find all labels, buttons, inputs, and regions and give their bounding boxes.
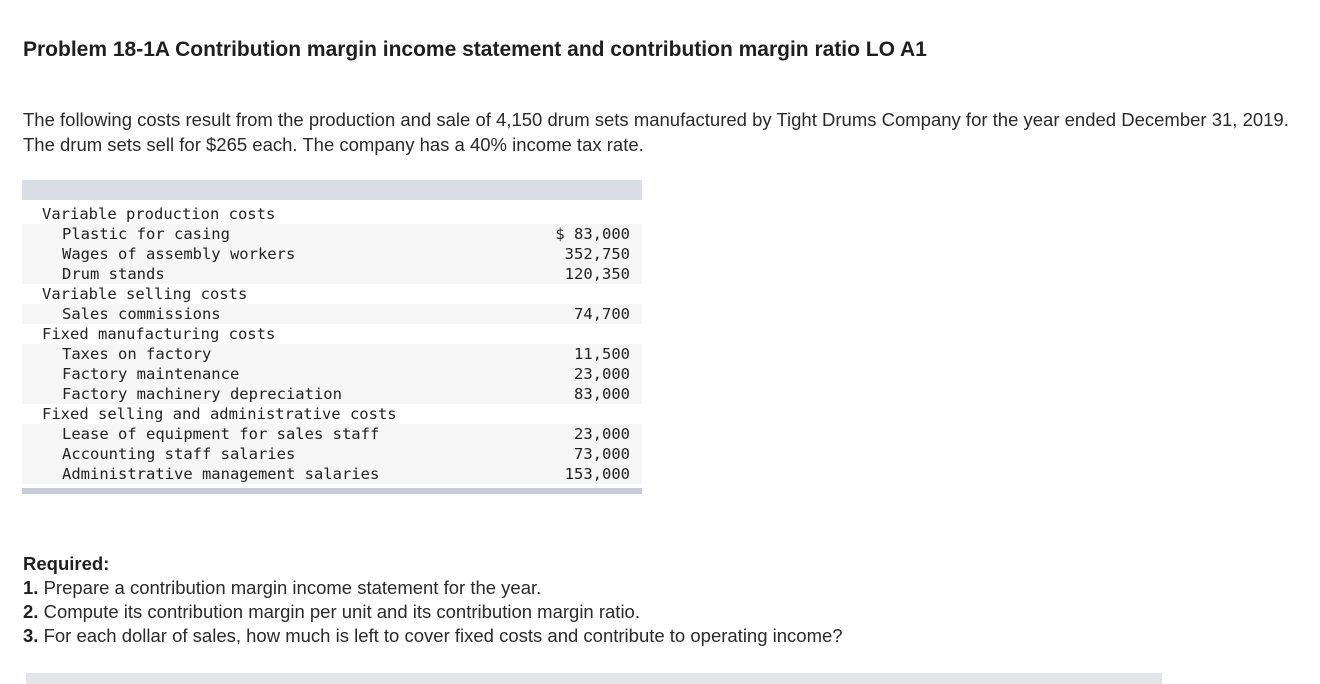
required-item-text: Compute its contribution margin per unit and its contribution margin ratio.	[43, 601, 640, 622]
cost-item-label: Plastic for casing	[22, 224, 534, 244]
cost-item-row	[22, 264, 642, 284]
cost-item-label: Lease of equipment for sales staff	[22, 424, 534, 444]
answer-panel-top-bar	[26, 673, 1162, 684]
cost-item-row	[22, 444, 642, 464]
required-item-text: Prepare a contribution margin income statement for the year.	[43, 577, 542, 598]
cost-item-row	[22, 364, 642, 384]
required-item-3	[23, 624, 843, 648]
cost-category-label: Variable selling costs	[42, 285, 248, 303]
cost-item-row	[22, 424, 642, 444]
cost-item-label: Drum stands	[22, 264, 534, 284]
cost-item-row	[22, 464, 642, 484]
cost-amount	[534, 324, 643, 344]
cost-table	[22, 180, 642, 494]
required-item-2	[23, 600, 843, 624]
cost-category-label: Variable production costs	[42, 205, 276, 223]
cost-amount: 352,750	[534, 244, 643, 264]
cost-item-row	[22, 224, 642, 244]
cost-amount: 83,000	[534, 384, 643, 404]
required-item-text: For each dollar of sales, how much is left to cover fixed costs and contribute to operating income?	[43, 625, 843, 646]
cost-amount	[534, 200, 643, 224]
cost-amount: 74,700	[534, 304, 643, 324]
cost-item-row	[22, 304, 642, 324]
cost-category-row	[22, 284, 642, 304]
cost-item-label: Taxes on factory	[22, 344, 534, 364]
problem-title: Problem 18-1A Contribution margin income statement and contribution margin ratio LO A1	[23, 38, 927, 61]
problem-intro: The following costs result from the production and sale of 4,150 drum sets manufactured by Tight Drums Company for the year ended December 31, 2019. The drum sets sell for $265 each. The company has a 40% income tax rate.	[23, 109, 1289, 155]
cost-amount: 23,000	[534, 424, 643, 444]
required-item-number: 1.	[23, 577, 39, 598]
cost-item-label: Accounting staff salaries	[22, 444, 534, 464]
cost-amount	[534, 404, 643, 424]
cost-amount: 23,000	[534, 364, 643, 384]
cost-item-label: Factory machinery depreciation	[22, 384, 534, 404]
cost-amount	[534, 284, 643, 304]
cost-amount: 11,500	[534, 344, 643, 364]
cost-category-row	[22, 200, 642, 224]
cost-amount: 153,000	[534, 464, 643, 484]
cost-item-label: Sales commissions	[22, 304, 534, 324]
cost-item-row	[22, 244, 642, 264]
cost-item-row	[22, 384, 642, 404]
cost-item-label: Administrative management salaries	[22, 464, 534, 484]
cost-amount: $ 83,000	[534, 224, 643, 244]
cost-table-body	[22, 200, 642, 484]
cost-table-header-bar	[22, 180, 642, 200]
cost-category-row	[22, 404, 642, 424]
cost-category-label: Fixed selling and administrative costs	[42, 405, 397, 423]
cost-amount: 120,350	[534, 264, 643, 284]
required-item-number: 2.	[23, 601, 39, 622]
cost-item-label: Wages of assembly workers	[22, 244, 534, 264]
cost-item-row	[22, 344, 642, 364]
cost-item-label: Factory maintenance	[22, 364, 534, 384]
cost-category-label: Fixed manufacturing costs	[42, 325, 276, 343]
cost-category-row	[22, 324, 642, 344]
required-section	[23, 552, 843, 648]
cost-table-footer-bar	[22, 488, 642, 494]
required-heading: Required:	[23, 553, 110, 574]
cost-amount: 73,000	[534, 444, 643, 464]
required-item-1	[23, 576, 843, 600]
required-item-number: 3.	[23, 625, 39, 646]
